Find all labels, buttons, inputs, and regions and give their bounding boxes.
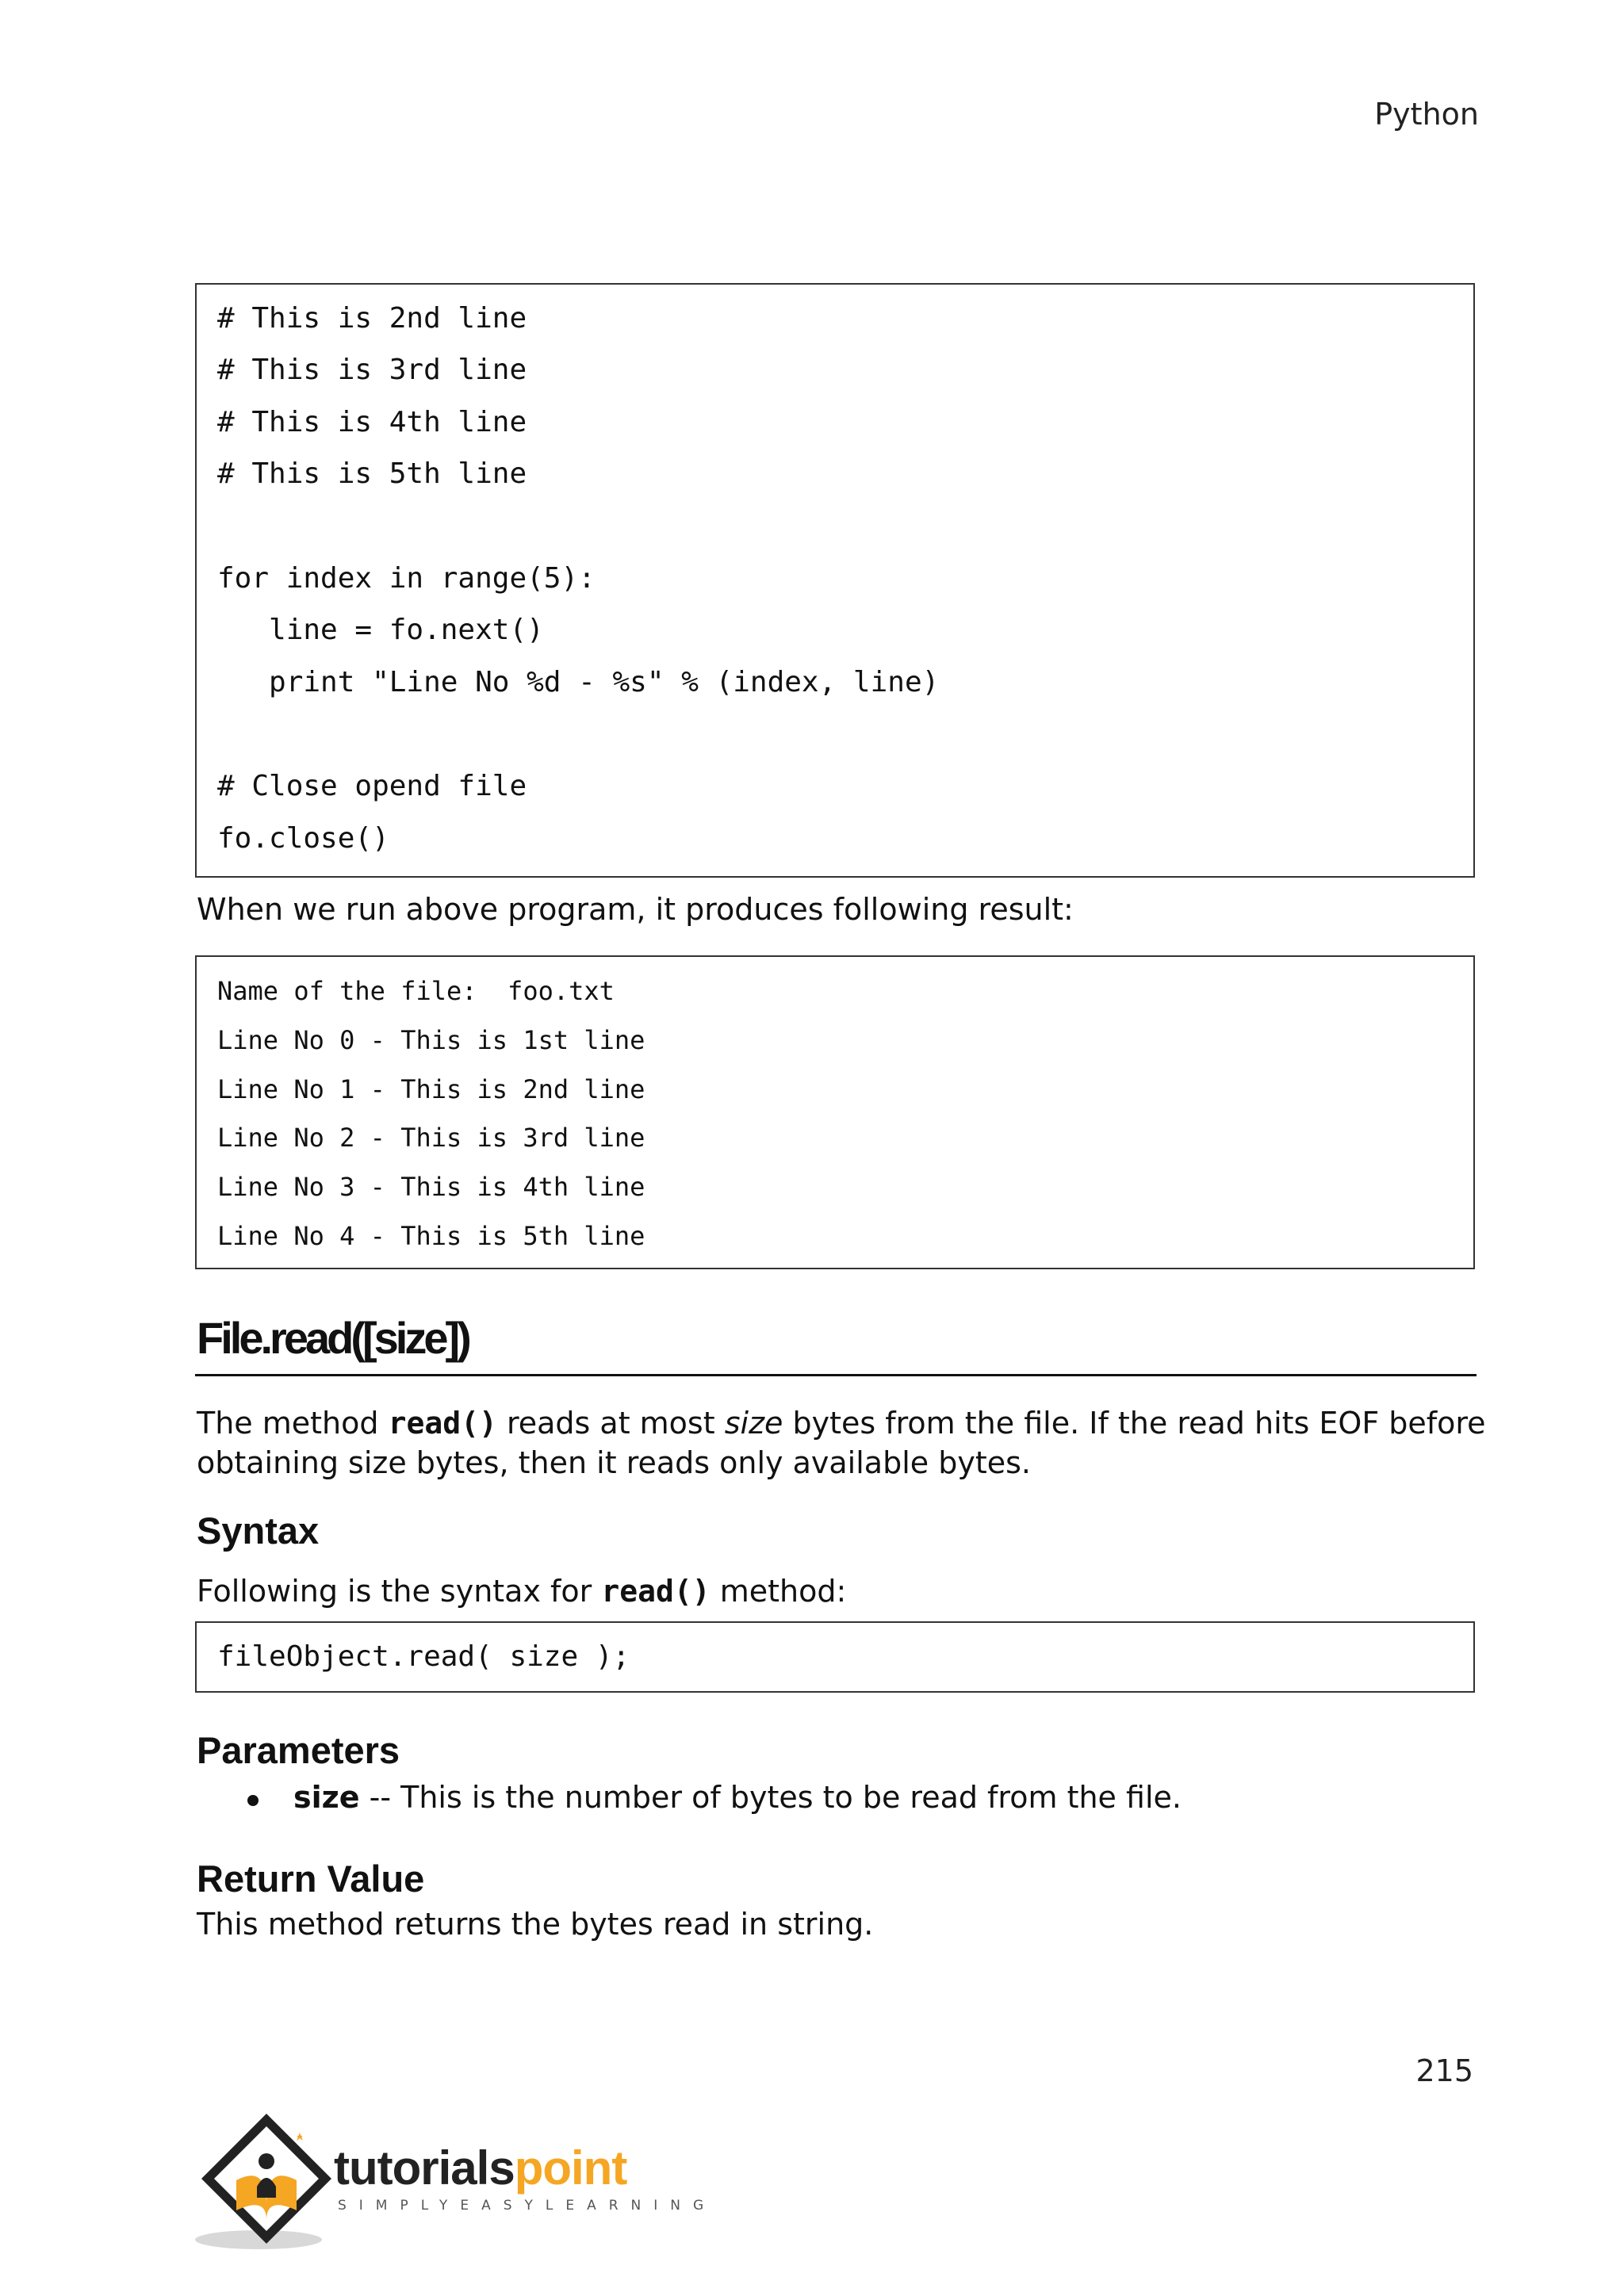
syntax-heading: Syntax	[197, 1510, 320, 1552]
syntax-intro-text: Following is the syntax for	[197, 1574, 602, 1609]
parameter-name: size	[293, 1780, 360, 1815]
syntax-code-block	[195, 1621, 1475, 1693]
desc-text: The method	[197, 1406, 389, 1441]
running-header: Python	[1374, 97, 1479, 132]
return-value-text: This method returns the bytes read in string.	[197, 1907, 874, 1942]
desc-text: reads at most	[496, 1406, 725, 1441]
output-line: Line No 3 - This is 4th line	[217, 1172, 645, 1202]
logo-word-point: point	[514, 2141, 627, 2195]
output-line: Line No 0 - This is 1st line	[217, 1025, 645, 1055]
output-line: Name of the file: foo.txt	[217, 976, 615, 1006]
logo-tagline: SIMPLYEASYLEARNING	[338, 2198, 717, 2214]
size-term: size	[724, 1406, 783, 1441]
code-line: for index in range(5):	[217, 562, 596, 595]
method-name: read()	[388, 1406, 497, 1441]
method-name: read()	[601, 1574, 710, 1609]
code-line: # This is 5th line	[217, 457, 527, 490]
output-line: Line No 2 - This is 3rd line	[217, 1123, 645, 1153]
return-value-heading: Return Value	[197, 1858, 425, 1900]
logo-wordmark	[334, 2141, 626, 2195]
method-description-line2: obtaining size bytes, then it reads only available bytes.	[197, 1445, 1031, 1480]
code-line: # This is 3rd line	[217, 354, 527, 386]
section-title: File.read([size])	[197, 1313, 469, 1363]
code-line: fileObject.read( size );	[217, 1640, 630, 1673]
parameters-heading: Parameters	[197, 1729, 400, 1771]
output-block	[195, 955, 1475, 1269]
tutorialspoint-logo	[195, 2109, 717, 2252]
code-line: # Close opend file	[217, 770, 527, 802]
page-number: 215	[1415, 2053, 1473, 2088]
output-line: Line No 4 - This is 5th line	[217, 1221, 645, 1251]
code-block	[195, 283, 1475, 878]
desc-text: bytes from the file. If the read hits EOF before	[783, 1406, 1486, 1441]
code-line: # This is 4th line	[217, 406, 527, 438]
code-line: # This is 2nd line	[217, 302, 527, 335]
result-intro-text: When we run above program, it produces following result:	[197, 892, 1074, 927]
logo-word-tutorials: tutorials	[334, 2141, 515, 2195]
syntax-intro	[197, 1574, 846, 1609]
section-divider	[195, 1374, 1477, 1376]
parameter-desc: -- This is the number of bytes to be read from the file.	[359, 1780, 1182, 1815]
parameter-item	[293, 1780, 1182, 1815]
method-description	[197, 1406, 1486, 1441]
bullet-dot	[247, 1795, 259, 1806]
code-line: fo.close()	[217, 822, 389, 855]
syntax-intro-text: method:	[710, 1574, 847, 1609]
code-line: line = fo.next()	[217, 614, 544, 646]
output-line: Line No 1 - This is 2nd line	[217, 1074, 645, 1104]
code-line: print "Line No %d - %s" % (index, line)	[217, 666, 940, 698]
logo-emblem-icon	[195, 2109, 354, 2252]
